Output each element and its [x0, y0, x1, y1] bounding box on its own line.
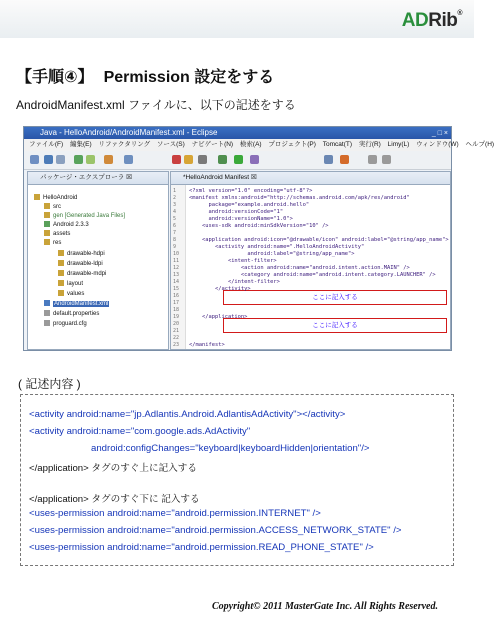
line-number: 12	[173, 265, 180, 271]
code-line: <activity android:name=".HelloAndroidActivity"	[189, 244, 365, 250]
tree-item: values	[58, 290, 84, 299]
print-icon	[56, 155, 65, 164]
code-line: <uses-sdk android:minSdkVersion="10" />	[189, 223, 329, 229]
line-number: 7	[173, 230, 177, 236]
line-number: 14	[173, 279, 180, 285]
eclipse-title-bar	[24, 127, 451, 139]
tool-icon	[172, 155, 181, 164]
code-line: android:label="@string/app_name">	[189, 251, 355, 257]
menu-search: 検索(A)	[239, 141, 262, 148]
line-number: 2	[173, 195, 177, 201]
line-number: 15	[173, 286, 180, 292]
line-number: 13	[173, 272, 180, 278]
menu-navigate: ナビゲート(N)	[191, 141, 234, 148]
external-tools-icon	[250, 155, 259, 164]
code-snippet-box	[20, 394, 454, 566]
code-line: <?xml version="1.0" encoding="utf-8"?>	[189, 188, 313, 194]
code-line: <category android:name="android.intent.category.LAUNCHER" />	[189, 272, 436, 278]
menu-refactor: リファクタリング	[98, 141, 151, 148]
package-explorer-tab: パッケージ・エクスプローラ ☒	[28, 172, 168, 185]
code-line: <uses-permission android:name="android.permission.ACCESS_NETWORK_STATE" />	[29, 525, 402, 536]
menu-tomcat: Tomcat(T)	[322, 141, 352, 148]
nav-forward-icon	[382, 155, 391, 164]
insert-here-box-2: ここに記入する	[223, 318, 447, 333]
code-line: android:configChanges="keyboard|keyboardHidden|orientation"/>	[91, 443, 370, 454]
line-number: 9	[173, 244, 177, 250]
line-number: 18	[173, 307, 180, 313]
android-sdk-icon	[74, 155, 83, 164]
tree-item: drawable-mdpi	[58, 270, 106, 279]
tree-item: assets	[44, 230, 70, 239]
editor-tab: *HelloAndroid Manifest ☒	[171, 172, 450, 185]
tree-item: drawable-hdpi	[58, 250, 105, 259]
code-line: </application>	[189, 314, 248, 320]
eclipse-title: Java - HelloAndroid/AndroidManifest.xml - Eclipse	[40, 128, 218, 137]
tree-item: layout	[58, 280, 83, 289]
package-explorer	[27, 171, 169, 350]
open-type-icon	[340, 155, 349, 164]
line-number: 20	[173, 321, 180, 327]
line-number: 17	[173, 300, 180, 306]
line-number: 22	[173, 335, 180, 341]
adrib-logo	[402, 10, 462, 32]
tree-item: default.properties	[44, 310, 99, 319]
menu-help: ヘルプ(H)	[465, 141, 494, 148]
stop-icon	[198, 155, 207, 164]
editor-pane	[170, 171, 451, 350]
line-number: 1	[173, 188, 177, 194]
menu-edit: 編集(E)	[69, 141, 92, 148]
code-line: android:versionName="1.0">	[189, 216, 293, 222]
code-line: <action android:name="android.intent.action.MAIN" />	[189, 265, 410, 271]
line-number: 16	[173, 293, 180, 299]
code-line: android:versionCode="1"	[189, 209, 284, 215]
tree-item: res	[44, 239, 61, 248]
code-line: package="example.android.hello"	[189, 202, 310, 208]
cat-icon	[184, 155, 193, 164]
instruction-line: </application> タグのすぐ上に記入する	[29, 463, 197, 474]
section-label: ( 記述内容 )	[18, 377, 81, 391]
line-number: 4	[173, 209, 177, 215]
code-line: <uses-permission android:name="android.permission.READ_PHONE_STATE" />	[29, 542, 374, 553]
tree-item: Android 2.3.3	[44, 221, 89, 230]
logo-ad: AD	[401, 10, 429, 31]
code-line: <activity android:name="com.google.ads.AdActivity"	[29, 426, 251, 437]
menu-run: 実行(R)	[358, 141, 381, 148]
menu-limy: Limy(L)	[387, 141, 410, 148]
code-line: <manifest xmlns:android="http://schemas.android.com/apk/res/android"	[189, 195, 410, 201]
eclipse-toolbar	[24, 151, 451, 170]
eclipse-menu-bar	[24, 139, 494, 151]
new-icon	[30, 155, 39, 164]
intro-text: AndroidManifest.xml ファイルに、以下の記述をする	[16, 98, 296, 112]
step-title: Permission 設定をする	[103, 69, 275, 86]
code-line: </intent-filter>	[189, 279, 280, 285]
code-line: <activity android:name="jp.Adlantis.Android.AdlantisAdActivity"></activity>	[29, 409, 346, 420]
tree-item: src	[44, 203, 61, 212]
build-icon	[104, 155, 113, 164]
debug-icon	[218, 155, 227, 164]
insert-here-box-1: ここに記入する	[223, 290, 447, 305]
save-icon	[44, 155, 53, 164]
line-number: 23	[173, 342, 180, 348]
window-buttons: _ □ ×	[431, 130, 448, 137]
tree-item: drawable-ldpi	[58, 260, 103, 269]
run-icon	[234, 155, 243, 164]
menu-source: ソース(S)	[156, 141, 185, 148]
menu-window: ウィンドウ(W)	[416, 141, 459, 148]
logo-rib: Rib	[428, 10, 458, 31]
package-icon	[124, 155, 133, 164]
logo-registered-mark: ®	[457, 10, 462, 17]
line-number: 8	[173, 237, 177, 243]
code-line: </activity>	[189, 286, 251, 292]
code-line: </manifest>	[189, 342, 225, 348]
nav-back-icon	[368, 155, 377, 164]
tree-item-selected: AndroidManifest.xml	[44, 300, 109, 309]
tree-item: gen [Generated Java Files]	[44, 212, 125, 221]
line-number: 10	[173, 251, 180, 257]
code-line: <uses-permission android:name="android.permission.INTERNET" />	[29, 508, 321, 519]
line-number: 5	[173, 216, 177, 222]
line-number: 21	[173, 328, 180, 334]
code-line: <application android:icon="@drawable/icon" android:label="@string/app_name">	[189, 237, 449, 243]
tree-item: proguard.cfg	[44, 320, 87, 329]
menu-file: ファイル(F)	[29, 141, 64, 148]
tree-item: HelloAndroid	[34, 194, 77, 203]
search-icon	[324, 155, 333, 164]
step-number: 【手順④】	[16, 69, 94, 86]
line-number: 3	[173, 202, 177, 208]
instruction-line: </application> タグのすぐ下に 記入する	[29, 494, 200, 505]
line-number: 11	[173, 258, 180, 264]
step-heading	[16, 64, 274, 87]
code-line: <intent-filter>	[189, 258, 277, 264]
line-number: 19	[173, 314, 180, 320]
menu-project: プロジェクト(P)	[268, 141, 316, 148]
copyright-footer: Copyright© 2011 MasterGate Inc. All Rights Reserved.	[211, 601, 438, 612]
line-number: 6	[173, 223, 177, 229]
avd-icon	[86, 155, 95, 164]
eclipse-screenshot	[23, 126, 494, 351]
